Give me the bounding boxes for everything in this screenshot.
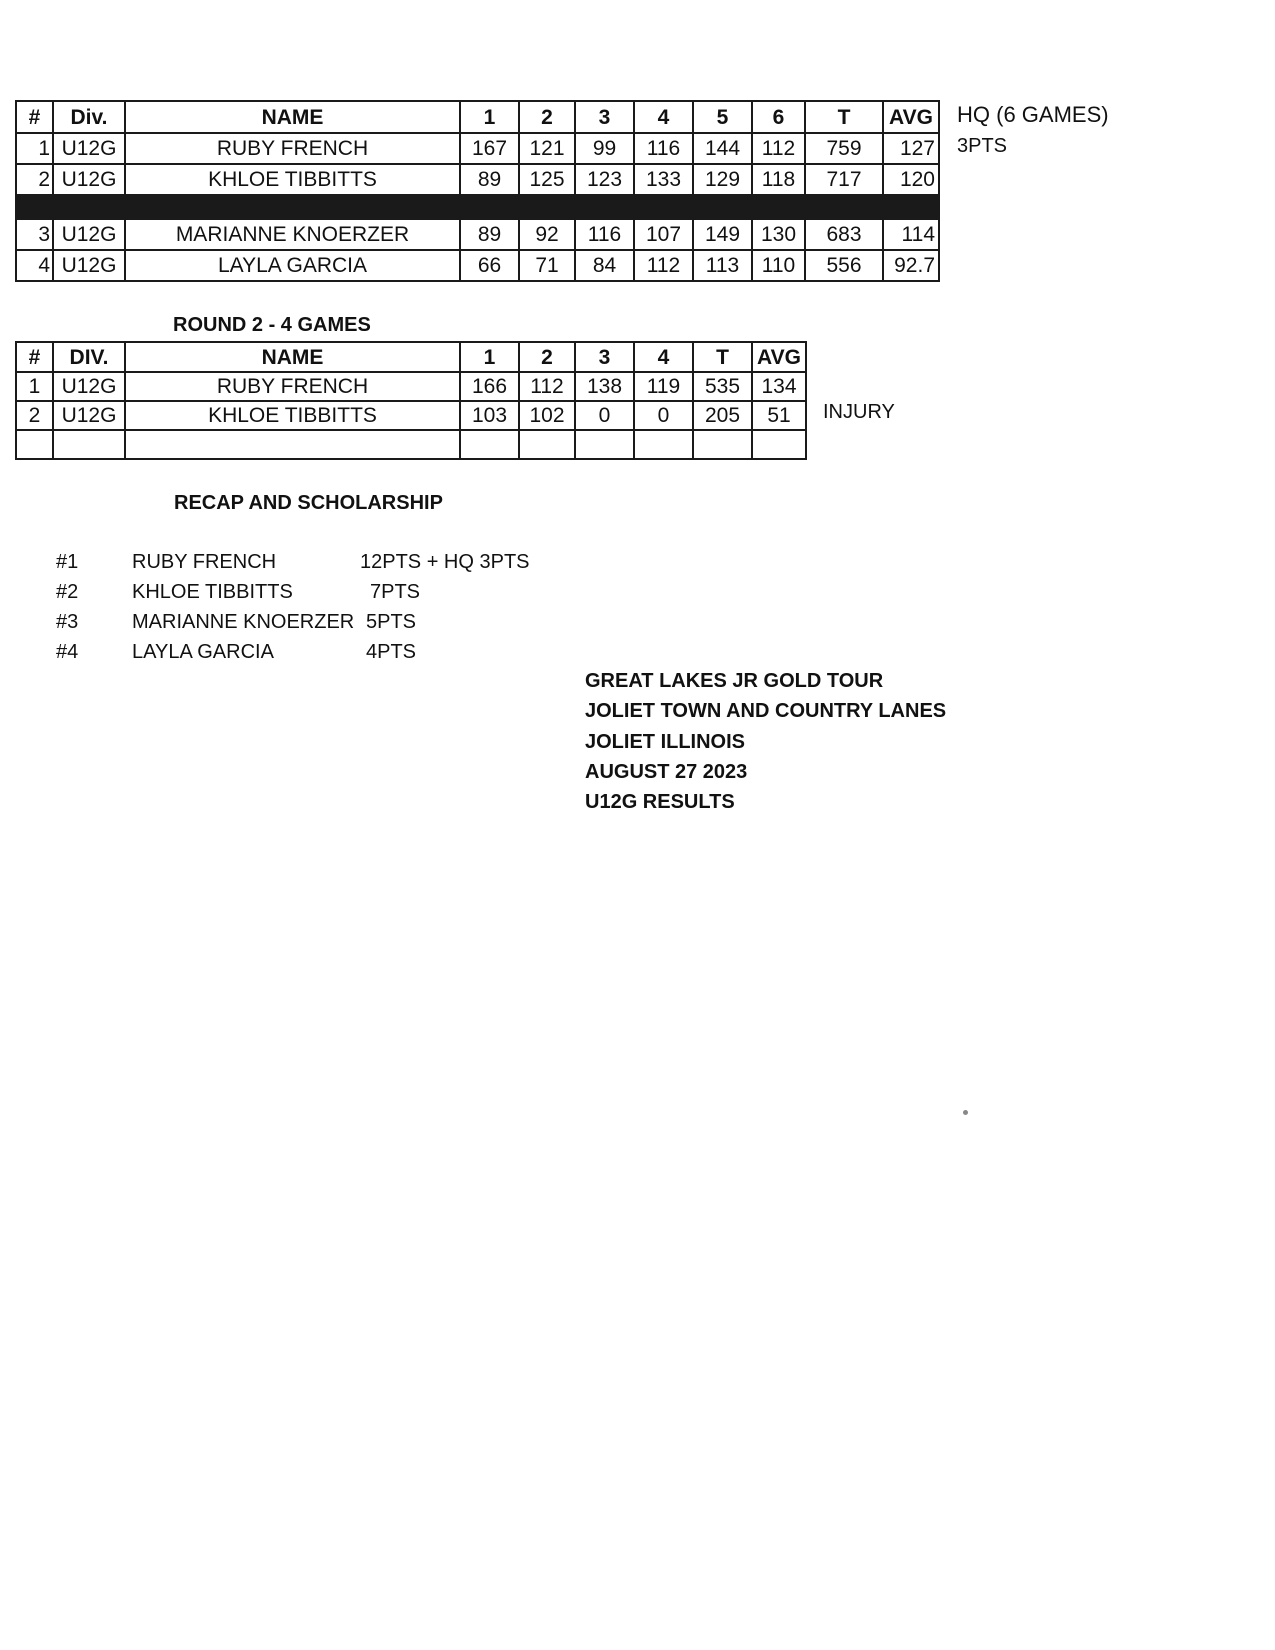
- div-cell: U12G: [53, 250, 125, 281]
- injury-note: INJURY: [823, 401, 895, 423]
- recap-title: RECAP AND SCHOLARSHIP: [174, 492, 443, 514]
- game-3-cell: 84: [575, 250, 634, 281]
- game-1-cell: 89: [460, 164, 519, 195]
- game-4-cell: 116: [634, 133, 693, 164]
- header-game-5: 5: [693, 101, 752, 133]
- game-3-cell: 116: [575, 219, 634, 250]
- avg-cell: 127: [883, 133, 939, 164]
- game-3-cell: 138: [575, 372, 634, 401]
- header-name: NAME: [125, 342, 460, 372]
- table-row: [16, 219, 939, 250]
- header-game-1: 1: [460, 342, 519, 372]
- header-total: T: [805, 101, 883, 133]
- rank-cell: 4: [16, 250, 53, 281]
- rank-cell: 3: [16, 219, 53, 250]
- recap-rank: #4: [56, 641, 79, 663]
- table-row: [16, 164, 939, 195]
- event-date: AUGUST 27 2023: [585, 761, 748, 783]
- game-6-cell: 110: [752, 250, 805, 281]
- header-game-4: 4: [634, 101, 693, 133]
- header-div: DIV.: [53, 342, 125, 372]
- game-2-cell: 125: [519, 164, 575, 195]
- recap-item: [0, 611, 600, 635]
- game-3-cell: 99: [575, 133, 634, 164]
- header-avg: AVG: [752, 342, 806, 372]
- round1-table: [15, 100, 940, 282]
- header-name: NAME: [125, 101, 460, 133]
- header-rank: #: [16, 101, 53, 133]
- header-rank: #: [16, 342, 53, 372]
- game-6-cell: 130: [752, 219, 805, 250]
- name-cell: KHLOE TIBBITTS: [125, 164, 460, 195]
- recap-name: LAYLA GARCIA: [132, 641, 274, 663]
- game-2-cell: 71: [519, 250, 575, 281]
- event-location: JOLIET ILLINOIS: [585, 731, 746, 753]
- game-1-cell: 167: [460, 133, 519, 164]
- game-3-cell: 0: [575, 401, 634, 430]
- rank-cell: 2: [16, 401, 53, 430]
- event-venue: JOLIET TOWN AND COUNTRY LANES: [585, 700, 947, 722]
- name-cell: LAYLA GARCIA: [125, 250, 460, 281]
- div-cell: U12G: [53, 372, 125, 401]
- total-cell: 205: [693, 401, 752, 430]
- header-game-3: 3: [575, 342, 634, 372]
- avg-cell: 51: [752, 401, 806, 430]
- table-header-row: [16, 342, 806, 372]
- table-row: [16, 372, 806, 401]
- recap-item: [0, 581, 600, 605]
- div-cell: U12G: [53, 401, 125, 430]
- name-cell: KHLOE TIBBITTS: [125, 401, 460, 430]
- recap-rank: #3: [56, 611, 79, 633]
- game-4-cell: 133: [634, 164, 693, 195]
- recap-name: RUBY FRENCH: [132, 551, 277, 573]
- header-game-2: 2: [519, 101, 575, 133]
- header-game-6: 6: [752, 101, 805, 133]
- recap-item: [0, 641, 600, 665]
- name-cell: MARIANNE KNOERZER: [125, 219, 460, 250]
- game-1-cell: 103: [460, 401, 519, 430]
- div-cell: U12G: [53, 219, 125, 250]
- header-game-2: 2: [519, 342, 575, 372]
- game-5-cell: 129: [693, 164, 752, 195]
- round2-table: [15, 341, 807, 460]
- recap-rank: #2: [56, 581, 79, 603]
- game-4-cell: 119: [634, 372, 693, 401]
- scan-speck: [963, 1110, 968, 1115]
- total-cell: 556: [805, 250, 883, 281]
- game-6-cell: 112: [752, 133, 805, 164]
- game-5-cell: 149: [693, 219, 752, 250]
- div-cell: U12G: [53, 133, 125, 164]
- game-2-cell: 112: [519, 372, 575, 401]
- recap-item: [0, 551, 600, 575]
- game-1-cell: 89: [460, 219, 519, 250]
- header-div: Div.: [53, 101, 125, 133]
- table-header-row: [16, 101, 939, 133]
- game-5-cell: 113: [693, 250, 752, 281]
- game-2-cell: 102: [519, 401, 575, 430]
- header-total: T: [693, 342, 752, 372]
- recap-points: 4PTS: [366, 641, 417, 663]
- div-cell: U12G: [53, 164, 125, 195]
- recap-points: 5PTS: [366, 611, 417, 633]
- game-2-cell: 92: [519, 219, 575, 250]
- total-cell: 535: [693, 372, 752, 401]
- game-5-cell: 144: [693, 133, 752, 164]
- game-1-cell: 166: [460, 372, 519, 401]
- hq-points-note: 3PTS: [957, 135, 1008, 157]
- hq-note-header: HQ (6 GAMES): [957, 102, 1109, 127]
- avg-cell: 134: [752, 372, 806, 401]
- rank-cell: 2: [16, 164, 53, 195]
- table-row: [16, 250, 939, 281]
- table-row: [16, 401, 806, 430]
- game-4-cell: 0: [634, 401, 693, 430]
- game-4-cell: 112: [634, 250, 693, 281]
- name-cell: RUBY FRENCH: [125, 133, 460, 164]
- recap-name: MARIANNE KNOERZER: [132, 611, 355, 633]
- name-cell: RUBY FRENCH: [125, 372, 460, 401]
- game-3-cell: 123: [575, 164, 634, 195]
- recap-rank: #1: [56, 551, 79, 573]
- total-cell: 759: [805, 133, 883, 164]
- header-game-4: 4: [634, 342, 693, 372]
- header-game-3: 3: [575, 101, 634, 133]
- header-game-1: 1: [460, 101, 519, 133]
- rank-cell: 1: [16, 372, 53, 401]
- recap-name: KHLOE TIBBITTS: [132, 581, 293, 603]
- game-4-cell: 107: [634, 219, 693, 250]
- cut-line-separator: [16, 195, 939, 219]
- empty-table-row: [16, 430, 806, 459]
- table-row: [16, 133, 939, 164]
- round2-title: ROUND 2 - 4 GAMES: [173, 314, 371, 336]
- total-cell: 717: [805, 164, 883, 195]
- event-division-results: U12G RESULTS: [585, 791, 735, 813]
- avg-cell: 120: [883, 164, 939, 195]
- avg-cell: 114: [883, 219, 939, 250]
- event-tour-name: GREAT LAKES JR GOLD TOUR: [585, 670, 884, 692]
- game-1-cell: 66: [460, 250, 519, 281]
- recap-points: 7PTS: [370, 581, 421, 603]
- total-cell: 683: [805, 219, 883, 250]
- avg-cell: 92.7: [883, 250, 939, 281]
- game-6-cell: 118: [752, 164, 805, 195]
- rank-cell: 1: [16, 133, 53, 164]
- game-2-cell: 121: [519, 133, 575, 164]
- recap-points: 12PTS + HQ 3PTS: [360, 551, 530, 573]
- header-avg: AVG: [883, 101, 939, 133]
